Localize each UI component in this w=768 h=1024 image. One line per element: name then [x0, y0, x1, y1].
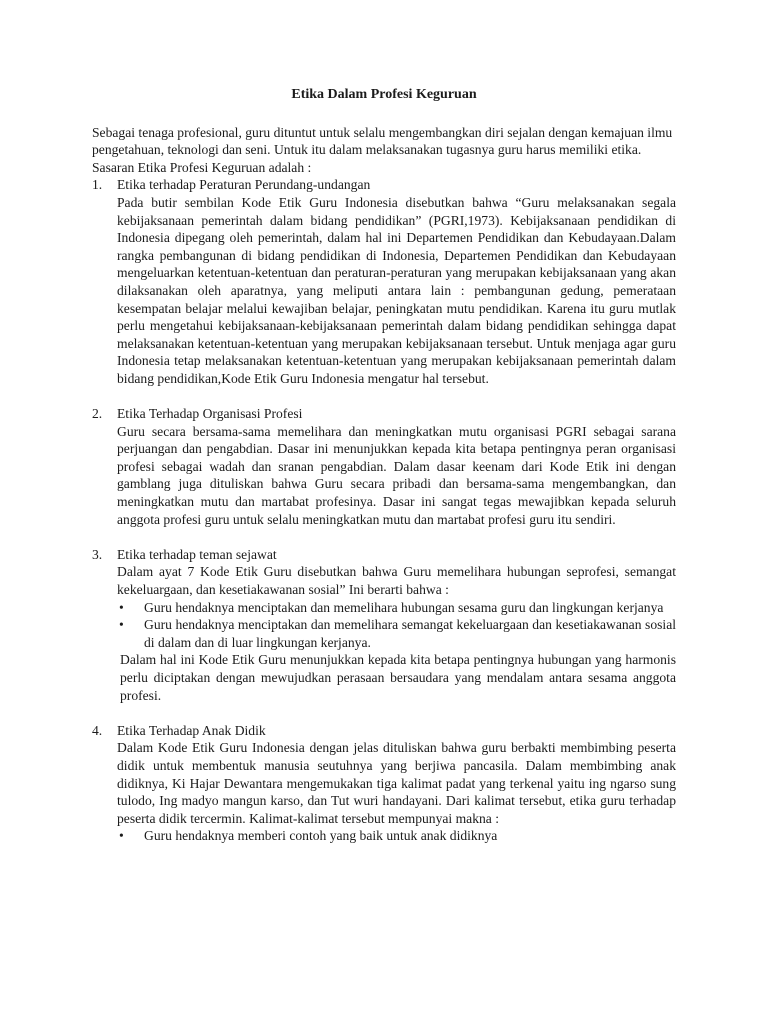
list-item [117, 616, 676, 651]
list-item [117, 827, 676, 845]
section-number: 3. [92, 546, 103, 562]
spacer [92, 528, 676, 546]
intro-paragraph: Sebagai tenaga profesional, guru dituntut untuk selalu mengembangkan diri sejalan dengan kemajuan ilmu pengetahuan, teknologi dan seni. Untuk itu dalam melaksanakan tugasnya guru harus memiliki etika. Sasaran Etika Profesi Keguruan adalah : [92, 124, 673, 175]
section-3 [92, 546, 676, 704]
section-body: Dalam Kode Etik Guru Indonesia dengan jelas dituliskan bahwa guru berbakti membimbing peserta didik untuk membentuk manusia seutuhnya yang berjiwa pancasila. Dalam membimbing anak didiknya, Ki Hajar Dewantara mengemukakan tiga kalimat padat yang terkenal yaitu ing ngarso sung tulodo, Ing madyo mangun karso, dan Tut wuri handayani. Dari kalimat tersebut, etika guru terhadap peserta didik tercermin. Kalimat-kalimat tersebut mempunyai makna : [117, 740, 676, 826]
section-heading [92, 405, 676, 423]
section-heading-text: Etika terhadap teman sejawat [117, 546, 277, 562]
section-heading-text: Etika Terhadap Anak Didik [117, 722, 266, 738]
section-number: 1. [92, 177, 103, 193]
section-body: Guru secara bersama-sama memelihara dan meningkatkan mutu organisasi PGRI sebagai sarana perjuangan dan pengabdian. Dasar ini menunjukkan kepada kita betapa pentingnya peran organisasi profesi sebagai wadah dan sranan pengabdian. Dalam dasar keenam dari Kode Etik ini dengan gamblang juga dituliskan bahwa Guru secara pribadi dan bersama-sama mengembangkan, dan meningkatkan mutu dan martabat profesinya. Dasar ini sangat tegas mewajibkan kepada seluruh anggota profesi guru untuk selalu meningkatkan mutu dan martabat profesi guru itu sendiri. [117, 423, 676, 527]
section-closing: Dalam hal ini Kode Etik Guru menunjukkan kepada kita betapa pentingnya hubungan yang harmonis perlu diciptakan dengan mewujudkan perasaan bersaudara yang mendalam antara sesama anggota profesi. [120, 652, 676, 703]
section-heading [92, 176, 676, 194]
bullet-list [92, 599, 676, 652]
section-2 [92, 405, 676, 528]
list-item-text: Guru hendaknya menciptakan dan memelihara hubungan sesama guru dan lingkungan kerjanya [144, 599, 664, 615]
section-number: 4. [92, 722, 103, 738]
section-number: 2. [92, 406, 103, 422]
list-item-text: Guru hendaknya menciptakan dan memelihara semangat kekeluargaan dan kesetiakawanan sosial di dalam dan di luar lingkungan kerjanya. [144, 617, 676, 650]
section-body: Pada butir sembilan Kode Etik Guru Indonesia disebutkan bahwa “Guru melaksanakan segala kebijaksanaan pemerintah dalam bidang pendidikan” (PGRI,1973). Kebijaksanaan pendidikan di Indonesia dipegang oleh pemerintah, dalam hal ini Departemen Pendidikan dan Kebudayaan.Dalam rangka pembangunan di bidang pendidikan di Indonesia, Departemen Pendidikan dan Kebudayaan mengeluarkan ketentuan-ketentuan dan peraturan-peraturan yang merupakan kebijaksanaan yang akan dilaksanakan oleh aparatnya, yang meliputi antara lain : pembangunan gedung, pemerataan kesempatan belajar melalui kewajiban belajar, peningkatan mutu pendidikan. Karena itu guru mutlak perlu mengetahui kebijaksanaan-kebijaksanaan pemerintah dalam bidang pendidikan sehingga dapat melaksanakan ketentuan-ketentuan yang merupakan kebijaksanaan tersebut. Untuk menjaga agar guru Indonesia tetap melaksanakan ketentuan-ketentuan yang merupakan kebijaksanaan pemerintah dalam bidang pendidikan,Kode Etik Guru Indonesia mengatur hal tersebut. [117, 194, 676, 386]
section-heading [92, 722, 676, 740]
section-heading-text: Etika terhadap Peraturan Perundang-undangan [117, 177, 371, 193]
bullet-icon: • [119, 617, 124, 633]
bullet-icon: • [119, 599, 124, 615]
bullet-list [92, 827, 676, 845]
spacer [92, 704, 676, 722]
section-body: Dalam ayat 7 Kode Etik Guru disebutkan bahwa Guru memelihara hubungan seprofesi, semangat kekeluargaan, dan kesetiakawanan sosial” Ini berarti bahwa : [117, 564, 676, 598]
list-item [117, 599, 676, 617]
section-4 [92, 722, 676, 845]
section-heading-text: Etika Terhadap Organisasi Profesi [117, 406, 303, 422]
section-1 [92, 176, 676, 387]
section-heading [92, 546, 676, 564]
document-title: Etika Dalam Profesi Keguruan [291, 87, 477, 102]
list-item-text: Guru hendaknya memberi contoh yang baik untuk anak didiknya [144, 828, 498, 844]
spacer [92, 388, 676, 406]
bullet-icon: • [119, 828, 124, 844]
